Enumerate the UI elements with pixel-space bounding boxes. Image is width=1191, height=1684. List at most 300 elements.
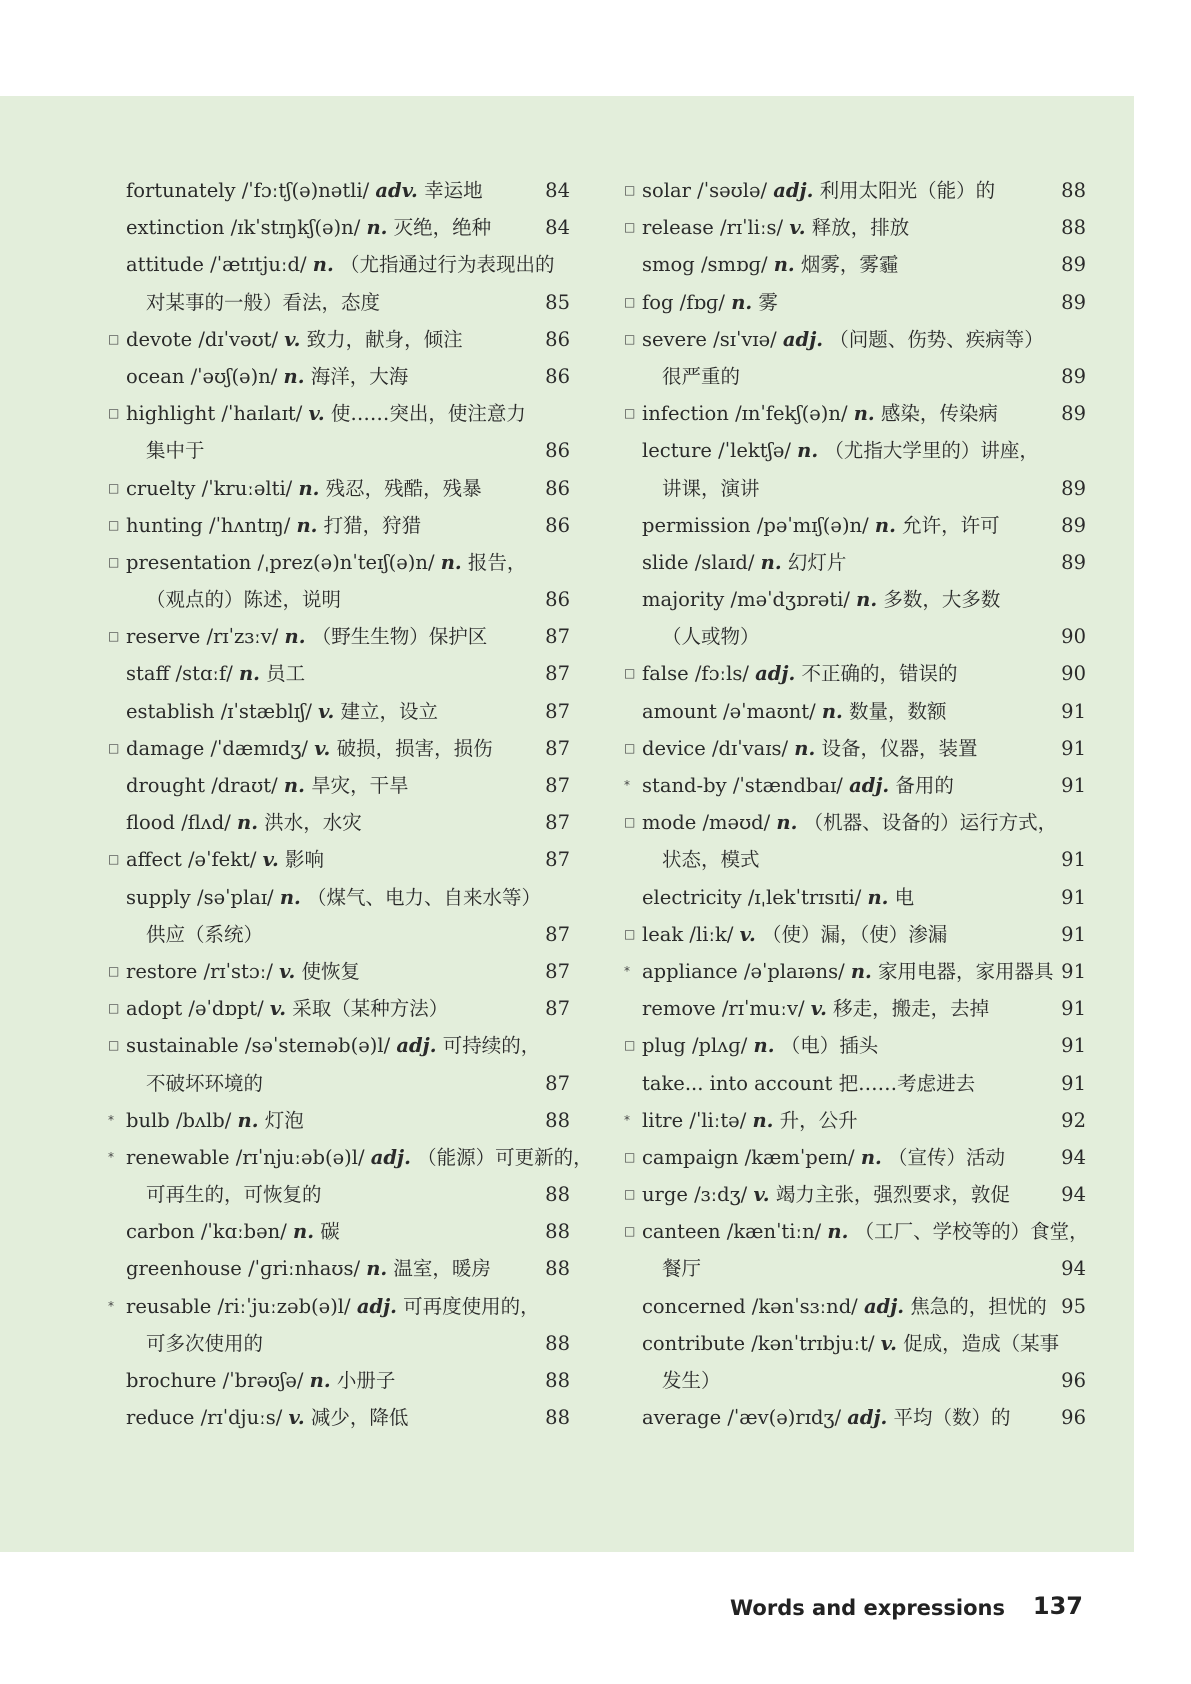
entry-text [642, 246, 898, 283]
entry-word: hunting [126, 513, 203, 537]
entry-definition: 发生） [662, 1369, 721, 1392]
entry-part-of-speech: n. [239, 662, 260, 686]
glossary-entry [624, 284, 1086, 321]
entry-definition: 小册子 [336, 1369, 396, 1392]
entry-page-number: 89 [1061, 402, 1086, 426]
entry-text [146, 1325, 263, 1362]
entry-text [126, 1102, 304, 1139]
entry-word: ocean [126, 364, 185, 388]
entry-word: extinction [126, 216, 225, 240]
entry-word: renewable [126, 1145, 230, 1169]
entry-part-of-speech: adj. [370, 1145, 411, 1169]
entry-part-of-speech: n. [237, 1108, 259, 1132]
entry-definition: 残忍，残酷，残暴 [325, 476, 482, 500]
entry-page-number: 90 [1061, 662, 1086, 686]
entry-page-number: 87 [545, 848, 570, 872]
entry-page-number: 87 [545, 774, 570, 797]
entry-definition: （使）漏，（使）渗漏 [762, 922, 948, 946]
glossary-entry [108, 544, 570, 581]
entry-phonetic: /səˈplaɪ/ [197, 885, 274, 909]
entry-word: permission [642, 513, 751, 537]
entry-marker: □ [624, 183, 636, 197]
glossary-entry [624, 804, 1086, 841]
entry-text [662, 1250, 701, 1287]
entry-text [662, 358, 740, 395]
entry-word: fog [642, 290, 674, 314]
entry-phonetic: /rɪˈnjuːəb(ə)l/ [235, 1145, 365, 1169]
entry-phonetic: /ɪnˈfekʃ(ə)n/ [735, 402, 848, 426]
glossary-entry [108, 618, 570, 655]
entry-definition: 讲课，演讲 [662, 476, 760, 500]
glossary-entry [624, 916, 1086, 953]
entry-page-number: 88 [545, 1108, 570, 1132]
entry-word: highlight [126, 402, 216, 426]
entry-word: take... into account [642, 1071, 833, 1095]
entry-text [642, 804, 1057, 841]
glossary-column-left [108, 172, 593, 1436]
entry-page-number: 89 [1061, 513, 1086, 537]
entry-text [146, 581, 341, 618]
entry-word: reduce [126, 1406, 195, 1430]
entry-part-of-speech: v. [789, 216, 806, 240]
entry-phonetic: /bʌlb/ [175, 1108, 232, 1132]
entry-text [126, 321, 463, 358]
entry-text [126, 544, 526, 581]
entry-definition: （宣传）活动 [887, 1145, 1005, 1169]
entry-page-number: 91 [1061, 922, 1086, 946]
entry-marker: □ [624, 1187, 636, 1202]
entry-phonetic: /əˈplaɪəns/ [743, 959, 845, 983]
entry-part-of-speech: n. [776, 811, 798, 835]
entry-marker: □ [624, 1224, 636, 1239]
entry-word: infection [642, 402, 729, 426]
entry-definition: 平均（数）的 [893, 1406, 1011, 1430]
entry-text [642, 172, 995, 209]
entry-word: majority [642, 588, 725, 612]
entry-page-number: 86 [545, 327, 570, 351]
entry-part-of-speech: n. [237, 811, 259, 835]
glossary-entry-continuation [624, 841, 1086, 878]
glossary-entry [108, 1399, 570, 1436]
entry-word: greenhouse [126, 1257, 242, 1281]
entry-word: appliance [642, 959, 738, 983]
entry-definition: 设备，仪器，装置 [821, 736, 978, 760]
entry-page-number: 85 [545, 290, 570, 314]
glossary-entry [624, 879, 1086, 916]
entry-text [642, 767, 954, 804]
glossary-entry [108, 990, 570, 1027]
glossary-entry [108, 879, 570, 916]
entry-marker: □ [624, 815, 636, 830]
entry-definition: 很严重的 [662, 364, 741, 388]
glossary-entry [108, 767, 570, 804]
glossary-entry [624, 1325, 1086, 1362]
entry-text [126, 395, 526, 432]
glossary-entry [624, 321, 1086, 358]
entry-marker: □ [624, 1038, 636, 1053]
entry-definition: 多数，大多数 [883, 588, 1001, 612]
entry-phonetic: /əˈfekt/ [187, 848, 257, 872]
entry-page-number: 86 [545, 476, 570, 500]
entry-text [146, 432, 205, 469]
entry-text [146, 916, 263, 953]
entry-text [642, 1213, 1089, 1250]
entry-text [642, 879, 914, 916]
entry-definition: 供应（系统） [146, 922, 264, 946]
entry-part-of-speech: v. [880, 1331, 897, 1355]
glossary-column-right [624, 172, 1089, 1436]
glossary-entry [108, 1250, 570, 1287]
glossary-entry [624, 1139, 1086, 1176]
entry-phonetic: /draʊt/ [211, 774, 278, 797]
entry-definition: （观点的）陈述，说明 [146, 588, 342, 612]
entry-definition: 采取（某种方法） [292, 997, 449, 1021]
glossary-entry [108, 1102, 570, 1139]
entry-page-number: 92 [1061, 1108, 1086, 1132]
entry-text [126, 1250, 491, 1287]
glossary-entry [108, 804, 570, 841]
entry-definition: 灭绝，绝种 [393, 216, 492, 240]
glossary-entry-continuation [108, 432, 570, 469]
entry-page-number: 87 [545, 662, 570, 686]
entry-text [662, 1362, 721, 1399]
entry-word: brochure [126, 1369, 217, 1392]
entry-phonetic: /smɒɡ/ [700, 253, 768, 277]
entry-text [642, 655, 957, 692]
entry-definition: 感染，传染病 [880, 402, 998, 426]
glossary-entry-continuation [108, 1325, 570, 1362]
entry-phonetic: /dɪˈvaɪs/ [711, 736, 789, 760]
entry-phonetic: /plʌɡ/ [691, 1034, 748, 1058]
entry-definition: 使恢复 [301, 959, 361, 983]
entry-page-number: 87 [545, 1071, 570, 1095]
entry-definition: 烟雾，雾霾 [800, 253, 899, 277]
entry-part-of-speech: n. [731, 290, 753, 314]
entry-text [126, 507, 421, 544]
entry-word: device [642, 736, 706, 760]
entry-definition: 家用电器，家用器具 [878, 959, 1054, 983]
entry-phonetic: /ˈlektʃə/ [718, 439, 791, 463]
entry-text [146, 1176, 322, 1213]
glossary-entry [624, 507, 1086, 544]
glossary-entry [624, 1065, 1086, 1102]
glossary-entry [624, 209, 1086, 246]
entry-marker: □ [108, 629, 120, 644]
entry-page-number: 91 [1061, 848, 1086, 872]
entry-part-of-speech: n. [309, 1369, 331, 1392]
entry-page-number: 88 [545, 1369, 570, 1392]
entry-page-number: 91 [1061, 699, 1086, 723]
entry-phonetic: /sɪˈvɪə/ [713, 327, 777, 351]
entry-definition: 海洋，大海 [310, 364, 409, 388]
entry-phonetic: /rɪˈliːs/ [720, 216, 784, 240]
entry-text [126, 1139, 593, 1176]
entry-part-of-speech: adj. [863, 1294, 905, 1318]
glossary-entry-continuation [624, 358, 1086, 395]
glossary-entry [108, 358, 570, 395]
glossary-entry [624, 544, 1086, 581]
entry-definition: 致力，献身，倾注 [306, 327, 463, 351]
entry-phonetic: /fɒɡ/ [679, 290, 725, 314]
entry-phonetic: /liːk/ [689, 922, 734, 946]
entry-page-number: 96 [1061, 1406, 1086, 1430]
entry-word: concerned [642, 1294, 746, 1318]
entry-text [126, 990, 448, 1027]
entry-phonetic: /kənˈsɜːnd/ [751, 1294, 858, 1318]
entry-word: solar [642, 179, 691, 202]
entry-text [126, 655, 305, 692]
entry-page-number: 86 [545, 364, 570, 388]
entry-word: affect [126, 848, 182, 872]
glossary-entry [624, 172, 1086, 209]
entry-phonetic: /ˈbrəʊʃə/ [222, 1369, 304, 1392]
glossary-entry [108, 730, 570, 767]
entry-page-number: 94 [1061, 1145, 1086, 1169]
entry-page-number: 89 [1061, 253, 1086, 277]
entry-word: electricity [642, 885, 742, 909]
entry-phonetic: /səˈsteɪnəb(ə)l/ [244, 1034, 391, 1058]
entry-word: sustainable [126, 1034, 239, 1058]
entry-phonetic: /əˈmaʊnt/ [723, 699, 816, 723]
entry-word: stand-by [642, 774, 727, 797]
entry-text [642, 1102, 858, 1139]
entry-marker: □ [624, 294, 636, 309]
glossary-entry [624, 1027, 1086, 1064]
glossary-entry [108, 209, 570, 246]
footer-page-number: 137 [1032, 1592, 1083, 1620]
entry-marker: * [624, 1112, 630, 1127]
entry-marker: * [108, 1112, 114, 1127]
entry-definition: 餐厅 [662, 1257, 702, 1281]
entry-page-number: 87 [545, 736, 570, 760]
entry-word: campaign [642, 1145, 739, 1169]
entry-phonetic: /kænˈtiːn/ [726, 1220, 822, 1244]
entry-word: urge [642, 1183, 688, 1207]
entry-part-of-speech: n. [366, 1257, 388, 1281]
entry-phonetic: /ˈkruːəlti/ [201, 476, 293, 500]
entry-part-of-speech: n. [773, 253, 795, 277]
entry-definition: （问题、伤势、疾病等） [829, 327, 1044, 351]
entry-definition: （煤气、电力、自来水等） [307, 885, 542, 909]
entry-marker: □ [108, 554, 120, 569]
entry-page-number: 91 [1061, 959, 1086, 983]
glossary-entry-continuation [624, 1250, 1086, 1287]
entry-page-number: 89 [1061, 364, 1086, 388]
entry-part-of-speech: n. [821, 699, 843, 723]
entry-word: presentation [126, 550, 252, 574]
entry-word: damage [126, 736, 205, 760]
entry-text [146, 284, 380, 321]
entry-text [126, 618, 487, 655]
entry-definition: （野生生物）保护区 [311, 625, 488, 649]
entry-page-number: 84 [545, 216, 570, 240]
glossary-entry [624, 730, 1086, 767]
entry-word: establish [126, 699, 215, 723]
entry-page-number: 86 [545, 513, 570, 537]
entry-page-number: 89 [1061, 290, 1086, 314]
entry-phonetic: /ɪˈstæblɪʃ/ [220, 699, 312, 723]
entry-word: drought [126, 774, 205, 797]
glossary-entry [624, 1213, 1089, 1250]
entry-word: amount [642, 699, 717, 723]
entry-definition: 灯泡 [264, 1108, 304, 1132]
glossary-entry [108, 1288, 570, 1325]
entry-definition: 幻灯片 [787, 550, 847, 574]
glossary-entry [624, 246, 1086, 283]
glossary-entry [108, 470, 570, 507]
entry-page-number: 94 [1061, 1257, 1086, 1281]
entry-part-of-speech: n. [440, 550, 462, 574]
glossary-entry [108, 1139, 593, 1176]
entry-page-number: 87 [545, 699, 570, 723]
glossary-entry [624, 581, 1086, 618]
entry-phonetic: /məˈdʒɒrəti/ [730, 588, 850, 612]
entry-part-of-speech: v. [810, 997, 827, 1021]
entry-word: reusable [126, 1294, 212, 1318]
entry-phonetic: /ɪˌlekˈtrɪsɪti/ [747, 885, 862, 909]
entry-definition: 对某事的一般）看法，态度 [146, 290, 381, 314]
entry-phonetic: /ˈstændbaɪ/ [732, 774, 843, 797]
entry-definition: 促成，造成（某事 [903, 1331, 1060, 1355]
glossary-entry [624, 655, 1086, 692]
entry-definition: 雾 [758, 290, 778, 314]
entry-text [126, 693, 438, 730]
entry-definition: 释放，排放 [811, 216, 910, 240]
entry-part-of-speech: adj. [782, 327, 824, 351]
entry-word: cruelty [126, 476, 196, 500]
entry-phonetic: /ˈəʊʃ(ə)n/ [190, 364, 278, 388]
entry-phonetic: /ˈhʌntɪŋ/ [209, 513, 291, 537]
entry-page-number: 89 [1061, 550, 1086, 574]
entry-definition: 破损，损害，损伤 [336, 736, 493, 760]
entry-phonetic: /slaɪd/ [694, 550, 755, 574]
glossary-entry-continuation [108, 284, 570, 321]
entry-text [662, 841, 760, 878]
entry-part-of-speech: v. [753, 1183, 770, 1207]
entry-phonetic: /kənˈtrɪbjuːt/ [751, 1331, 875, 1355]
entry-word: attitude [126, 253, 204, 277]
entry-word: adopt [126, 997, 183, 1021]
entry-part-of-speech: n. [283, 774, 305, 797]
entry-page-number: 91 [1061, 736, 1086, 760]
entry-part-of-speech: n. [293, 1220, 314, 1244]
entry-part-of-speech: adj. [849, 774, 890, 797]
entry-page-number: 90 [1061, 625, 1086, 649]
entry-definition: （电）插头 [780, 1034, 879, 1058]
entry-marker: □ [624, 1149, 636, 1164]
entry-page-number: 88 [545, 1257, 570, 1281]
entry-part-of-speech: n. [850, 959, 872, 983]
entry-definition: （尤指大学里的）讲座， [824, 439, 1039, 463]
glossary-entry [624, 953, 1086, 990]
glossary-entry [108, 693, 570, 730]
entry-page-number: 95 [1061, 1294, 1086, 1318]
entry-phonetic: /ˈkɑːbən/ [200, 1220, 287, 1244]
glossary-entry [108, 172, 570, 209]
entry-text [146, 1065, 263, 1102]
entry-word: carbon [126, 1220, 195, 1244]
entry-definition: 可持续的， [442, 1034, 541, 1058]
entry-phonetic: /ˈdæmɪdʒ/ [210, 736, 308, 760]
glossary-entry-continuation [108, 1176, 570, 1213]
entry-part-of-speech: v. [269, 997, 287, 1021]
entry-part-of-speech: n. [366, 216, 388, 240]
entry-phonetic: /riːˈjuːzəb(ə)l/ [217, 1294, 351, 1318]
entry-word: canteen [642, 1220, 721, 1244]
entry-phonetic: /məʊd/ [702, 811, 771, 835]
entry-word: average [642, 1406, 722, 1430]
entry-part-of-speech: v. [308, 402, 325, 426]
glossary-entry-continuation [624, 470, 1086, 507]
entry-word: leak [642, 922, 684, 946]
entry-page-number: 87 [545, 959, 570, 983]
entry-text [126, 767, 409, 804]
entry-definition: 不破坏环境的 [146, 1071, 264, 1095]
entry-definition: 旱灾，干旱 [311, 774, 409, 797]
entry-phonetic: /rɪˈmuːv/ [721, 997, 805, 1021]
entry-text [126, 1399, 408, 1436]
glossary-entry [108, 1213, 570, 1250]
entry-marker: □ [108, 740, 120, 755]
entry-page-number: 87 [545, 922, 570, 946]
glossary-entry [108, 1027, 570, 1064]
entry-text [126, 1362, 395, 1399]
entry-part-of-speech: n. [853, 402, 875, 426]
entry-definition: 打猎，狩猎 [323, 513, 422, 537]
entry-phonetic: /ˈæv(ə)rɪdʒ/ [727, 1406, 842, 1430]
entry-part-of-speech: n. [752, 1108, 774, 1132]
entry-definition: 集中于 [146, 439, 205, 463]
entry-definition: 利用太阳光（能）的 [819, 179, 996, 202]
entry-word: plug [642, 1034, 686, 1058]
entry-part-of-speech: v. [314, 736, 331, 760]
entry-definition: 允许，许可 [902, 513, 1000, 537]
entry-text [642, 209, 909, 246]
entry-page-number: 87 [545, 625, 570, 649]
entry-page-number: 84 [545, 179, 570, 202]
entry-word: lecture [642, 439, 712, 463]
entry-page-number: 87 [545, 997, 570, 1021]
glossary-entry [108, 321, 570, 358]
entry-page-number: 89 [1061, 476, 1086, 500]
glossary-entry [624, 395, 1086, 432]
entry-part-of-speech: n. [760, 550, 782, 574]
glossary-entry [108, 507, 570, 544]
entry-phonetic: /ˈliːtə/ [689, 1108, 747, 1132]
glossary-entry [624, 1399, 1086, 1436]
entry-part-of-speech: n. [797, 439, 819, 463]
entry-definition: 把……考虑进去 [838, 1071, 976, 1095]
entry-phonetic: /rɪˈzɜːv/ [206, 625, 279, 649]
entry-part-of-speech: n. [867, 885, 889, 909]
entry-text [662, 470, 760, 507]
entry-definition: 备用的 [895, 774, 954, 797]
entry-part-of-speech: n. [312, 253, 334, 277]
entry-text [642, 990, 989, 1027]
entry-text [642, 544, 846, 581]
entry-definition: 数量，数额 [849, 699, 947, 723]
entry-definition: 可多次使用的 [146, 1331, 264, 1355]
entry-text [126, 358, 408, 395]
entry-marker: □ [108, 1001, 120, 1016]
entry-word: fortunately [126, 179, 236, 202]
entry-phonetic: /ˈætɪtjuːd/ [210, 253, 307, 277]
entry-text [126, 172, 483, 209]
entry-text [126, 209, 491, 246]
entry-marker: □ [108, 331, 120, 346]
entry-page-number: 94 [1061, 1183, 1086, 1207]
entry-definition: 电 [894, 885, 915, 909]
